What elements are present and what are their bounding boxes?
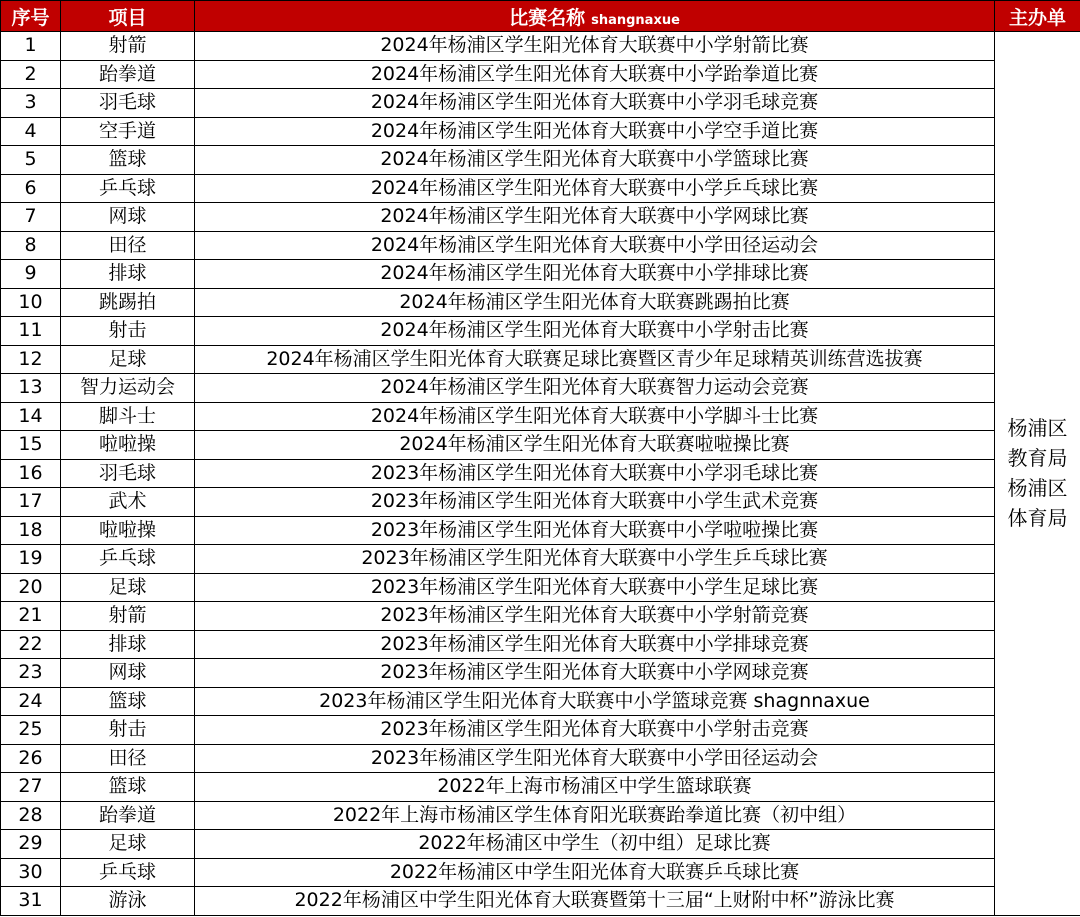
organizer-line: 杨浦区 (1007, 416, 1068, 441)
row-item-cell: 跆拳道 (61, 60, 195, 89)
table-row (1, 887, 1080, 916)
row-item-cell: 脚斗士 (61, 402, 195, 431)
row-competition-name-cell: 2024年杨浦区学生阳光体育大联赛中小学田径运动会 (195, 231, 995, 260)
row-competition-name-cell: 2024年杨浦区学生阳光体育大联赛啦啦操比赛 (195, 431, 995, 460)
row-competition-name-cell: 2024年杨浦区学生阳光体育大联赛中小学排球比赛 (195, 260, 995, 289)
row-index-cell: 8 (1, 231, 61, 260)
table-row (1, 231, 1080, 260)
row-item-cell: 网球 (61, 659, 195, 688)
table-row (1, 317, 1080, 346)
row-item-cell: 乒乓球 (61, 174, 195, 203)
row-competition-name-cell: 2023年杨浦区学生阳光体育大联赛中小学排球竞赛 (195, 630, 995, 659)
row-competition-name-cell: 2024年杨浦区学生阳光体育大联赛智力运动会竞赛 (195, 374, 995, 403)
row-competition-name-cell: 2023年杨浦区学生阳光体育大联赛中小学田径运动会 (195, 744, 995, 773)
row-index-cell: 12 (1, 345, 61, 374)
row-index-cell: 20 (1, 573, 61, 602)
row-index-cell: 10 (1, 288, 61, 317)
row-competition-name-cell: 2023年杨浦区学生阳光体育大联赛中小学生武术竞赛 (195, 488, 995, 517)
header-watermark: shangnaxue (591, 12, 680, 28)
organizer-line: 教育局 (1007, 446, 1068, 471)
row-item-cell: 足球 (61, 573, 195, 602)
table-row (1, 174, 1080, 203)
table-row (1, 374, 1080, 403)
row-index-cell: 15 (1, 431, 61, 460)
table-row (1, 203, 1080, 232)
row-item-cell: 田径 (61, 231, 195, 260)
table-row (1, 744, 1080, 773)
row-index-cell: 2 (1, 60, 61, 89)
row-index-cell: 30 (1, 858, 61, 887)
row-competition-name-cell: 2023年杨浦区学生阳光体育大联赛中小学射击竞赛 (195, 716, 995, 745)
row-competition-name-cell: 2024年杨浦区学生阳光体育大联赛中小学跆拳道比赛 (195, 60, 995, 89)
header-item: 项目 (61, 1, 195, 32)
row-item-cell: 羽毛球 (61, 89, 195, 118)
table-row (1, 801, 1080, 830)
table-body (1, 32, 1080, 916)
row-item-cell: 网球 (61, 203, 195, 232)
row-competition-name-cell: 2024年杨浦区学生阳光体育大联赛中小学篮球比赛 (195, 146, 995, 175)
row-competition-name-cell: 2024年杨浦区学生阳光体育大联赛中小学射箭比赛 (195, 32, 995, 61)
row-competition-name-cell: 2024年杨浦区学生阳光体育大联赛跳踢拍比赛 (195, 288, 995, 317)
row-item-cell: 田径 (61, 744, 195, 773)
table-row (1, 773, 1080, 802)
row-item-cell: 排球 (61, 630, 195, 659)
row-index-cell: 18 (1, 516, 61, 545)
row-competition-name-cell: 2022年上海市杨浦区学生体育阳光联赛跆拳道比赛（初中组） (195, 801, 995, 830)
row-item-cell: 篮球 (61, 773, 195, 802)
row-competition-name-cell: 2024年杨浦区学生阳光体育大联赛足球比赛暨区青少年足球精英训练营选拔赛 (195, 345, 995, 374)
table-row (1, 89, 1080, 118)
row-index-cell: 27 (1, 773, 61, 802)
table-row (1, 32, 1080, 61)
row-index-cell: 24 (1, 687, 61, 716)
row-index-cell: 9 (1, 260, 61, 289)
row-index-cell: 4 (1, 117, 61, 146)
row-competition-name-cell: 2023年杨浦区学生阳光体育大联赛中小学生足球比赛 (195, 573, 995, 602)
row-index-cell: 26 (1, 744, 61, 773)
row-item-cell: 羽毛球 (61, 459, 195, 488)
table-row (1, 288, 1080, 317)
row-competition-name-cell: 2023年杨浦区学生阳光体育大联赛中小学啦啦操比赛 (195, 516, 995, 545)
row-index-cell: 6 (1, 174, 61, 203)
row-competition-name-cell: 2024年杨浦区学生阳光体育大联赛中小学网球比赛 (195, 203, 995, 232)
row-index-cell: 3 (1, 89, 61, 118)
row-index-cell: 5 (1, 146, 61, 175)
table-row (1, 488, 1080, 517)
table-row (1, 260, 1080, 289)
row-index-cell: 25 (1, 716, 61, 745)
table-row (1, 830, 1080, 859)
row-item-cell: 射箭 (61, 32, 195, 61)
table-row (1, 545, 1080, 574)
row-competition-name-cell: 2023年杨浦区学生阳光体育大联赛中小学生乒乓球比赛 (195, 545, 995, 574)
row-item-cell: 空手道 (61, 117, 195, 146)
table-row (1, 60, 1080, 89)
header-competition-name (195, 1, 995, 32)
row-item-cell: 射击 (61, 317, 195, 346)
table-row (1, 858, 1080, 887)
row-index-cell: 1 (1, 32, 61, 61)
row-competition-name-cell: 2023年杨浦区学生阳光体育大联赛中小学网球竞赛 (195, 659, 995, 688)
row-index-cell: 13 (1, 374, 61, 403)
row-index-cell: 21 (1, 602, 61, 631)
table-row (1, 117, 1080, 146)
row-item-cell: 乒乓球 (61, 858, 195, 887)
row-competition-name-cell: 2023年杨浦区学生阳光体育大联赛中小学篮球竞赛 shagnnaxue (195, 687, 995, 716)
table-row (1, 459, 1080, 488)
row-item-cell: 武术 (61, 488, 195, 517)
row-competition-name-cell: 2024年杨浦区学生阳光体育大联赛中小学乒乓球比赛 (195, 174, 995, 203)
row-index-cell: 23 (1, 659, 61, 688)
table-row (1, 687, 1080, 716)
row-index-cell: 31 (1, 887, 61, 916)
organizer-line: 体育局 (1007, 506, 1068, 531)
row-competition-name-cell: 2022年杨浦区中学生阳光体育大联赛乒乓球比赛 (195, 858, 995, 887)
row-item-cell: 啦啦操 (61, 516, 195, 545)
table-row (1, 516, 1080, 545)
row-index-cell: 28 (1, 801, 61, 830)
row-item-cell: 智力运动会 (61, 374, 195, 403)
row-item-cell: 跳踢拍 (61, 288, 195, 317)
table-row (1, 630, 1080, 659)
row-item-cell: 射击 (61, 716, 195, 745)
row-competition-name-cell: 2022年上海市杨浦区中学生篮球联赛 (195, 773, 995, 802)
row-competition-name-cell: 2023年杨浦区学生阳光体育大联赛中小学羽毛球比赛 (195, 459, 995, 488)
row-item-cell: 足球 (61, 345, 195, 374)
row-index-cell: 11 (1, 317, 61, 346)
table-row (1, 602, 1080, 631)
row-index-cell: 14 (1, 402, 61, 431)
table-row (1, 146, 1080, 175)
row-index-cell: 7 (1, 203, 61, 232)
row-item-cell: 篮球 (61, 146, 195, 175)
row-index-cell: 17 (1, 488, 61, 517)
row-item-cell: 啦啦操 (61, 431, 195, 460)
row-item-cell: 足球 (61, 830, 195, 859)
table-row (1, 345, 1080, 374)
organizer-line: 杨浦区 (1007, 476, 1068, 501)
row-competition-name-cell: 2023年杨浦区学生阳光体育大联赛中小学射箭竞赛 (195, 602, 995, 631)
header-index: 序号 (1, 1, 61, 32)
row-competition-name-cell: 2024年杨浦区学生阳光体育大联赛中小学射击比赛 (195, 317, 995, 346)
table-row (1, 659, 1080, 688)
table-row (1, 431, 1080, 460)
organizer-text (1008, 413, 1068, 533)
row-item-cell: 排球 (61, 260, 195, 289)
row-competition-name-cell: 2024年杨浦区学生阳光体育大联赛中小学空手道比赛 (195, 117, 995, 146)
table-row (1, 402, 1080, 431)
row-index-cell: 29 (1, 830, 61, 859)
table-header (1, 1, 1080, 32)
row-competition-name-cell: 2022年杨浦区中学生阳光体育大联赛暨第十三届“上财附中杯”游泳比赛 (195, 887, 995, 916)
row-index-cell: 19 (1, 545, 61, 574)
header-row (1, 1, 1080, 32)
row-item-cell: 跆拳道 (61, 801, 195, 830)
row-item-cell: 射箭 (61, 602, 195, 631)
row-index-cell: 16 (1, 459, 61, 488)
row-competition-name-cell: 2024年杨浦区学生阳光体育大联赛中小学脚斗士比赛 (195, 402, 995, 431)
row-item-cell: 游泳 (61, 887, 195, 916)
header-organizer: 主办单 (995, 1, 1080, 32)
row-index-cell: 22 (1, 630, 61, 659)
header-competition-name-label: 比赛名称 (509, 6, 586, 29)
row-competition-name-cell: 2022年杨浦区中学生（初中组）足球比赛 (195, 830, 995, 859)
table-row (1, 573, 1080, 602)
row-item-cell: 篮球 (61, 687, 195, 716)
organizer-cell (995, 32, 1080, 916)
row-competition-name-cell: 2024年杨浦区学生阳光体育大联赛中小学羽毛球竞赛 (195, 89, 995, 118)
table-row (1, 716, 1080, 745)
row-item-cell: 乒乓球 (61, 545, 195, 574)
